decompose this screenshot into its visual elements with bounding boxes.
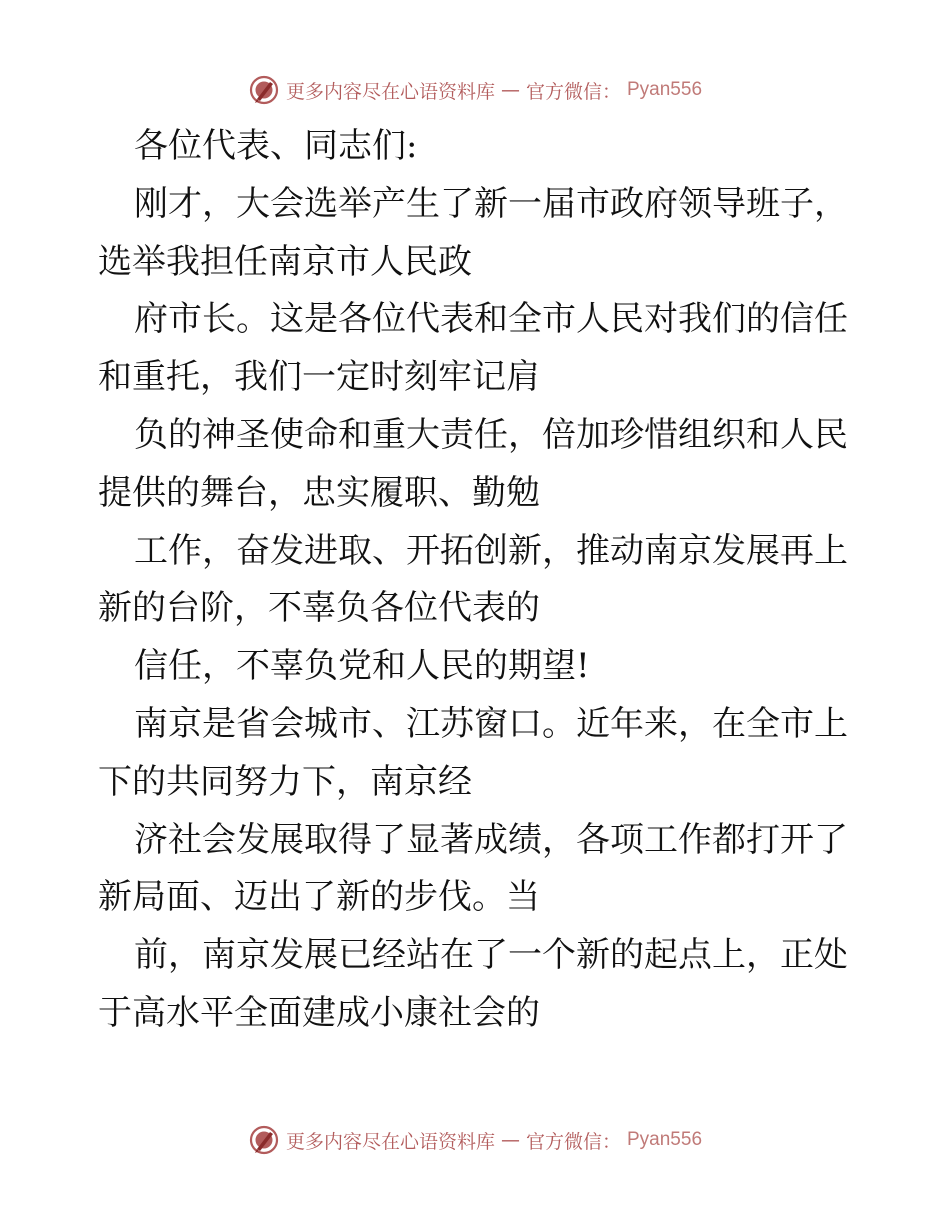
footer-watermark	[0, 1120, 950, 1160]
body-line: 刚才，大会选举产生了新一届市政府领导班子，	[134, 183, 848, 224]
body-line: 前，南京发展已经站在了一个新的起点上，正处	[134, 935, 848, 976]
footer-wechat-label: 官方微信：	[525, 1130, 621, 1153]
body-line: 新的台阶，不辜负各位代表的	[98, 588, 540, 629]
body-line: 于高水平全面建成小康社会的	[98, 992, 540, 1033]
header-separator: —	[500, 79, 520, 101]
body-line: 下的共同努力下，南京经	[98, 761, 472, 802]
header-watermark	[0, 70, 950, 110]
body-line: 南京是省会城市、江苏窗口。近年来，在全市上	[134, 703, 848, 744]
pen-logo-icon	[248, 1124, 280, 1156]
footer-site-text: 更多内容尽在心语资料库	[285, 1130, 495, 1153]
header-wechat-label: 官方微信：	[525, 80, 621, 103]
body-line: 工作，奋发进取、开拓创新，推动南京发展再上	[134, 530, 848, 571]
header-site-text: 更多内容尽在心语资料库	[285, 80, 495, 103]
body-line: 和重托，我们一定时刻牢记肩	[98, 357, 540, 398]
body-line: 选举我担任南京市人民政	[98, 241, 472, 282]
header-wechat-id: Pyan556	[627, 79, 703, 100]
footer-separator: —	[500, 1129, 520, 1151]
body-line: 各位代表、同志们:	[134, 126, 418, 166]
footer-wechat-id: Pyan556	[627, 1129, 703, 1150]
body-line: 济社会发展取得了显著成绩，各项工作都打开了	[134, 819, 848, 860]
pen-logo-icon	[248, 74, 280, 106]
body-line: 负的神圣使命和重大责任，倍加珍惜组织和人民	[134, 414, 848, 455]
body-line: 信任，不辜负党和人民的期望!	[134, 646, 590, 687]
body-line: 新局面、迈出了新的步伐。当	[98, 877, 540, 918]
document-body	[98, 118, 858, 1043]
body-line: 府市长。这是各位代表和全市人民对我们的信任	[134, 299, 848, 340]
body-line: 提供的舞台，忠实履职、勤勉	[98, 472, 540, 513]
